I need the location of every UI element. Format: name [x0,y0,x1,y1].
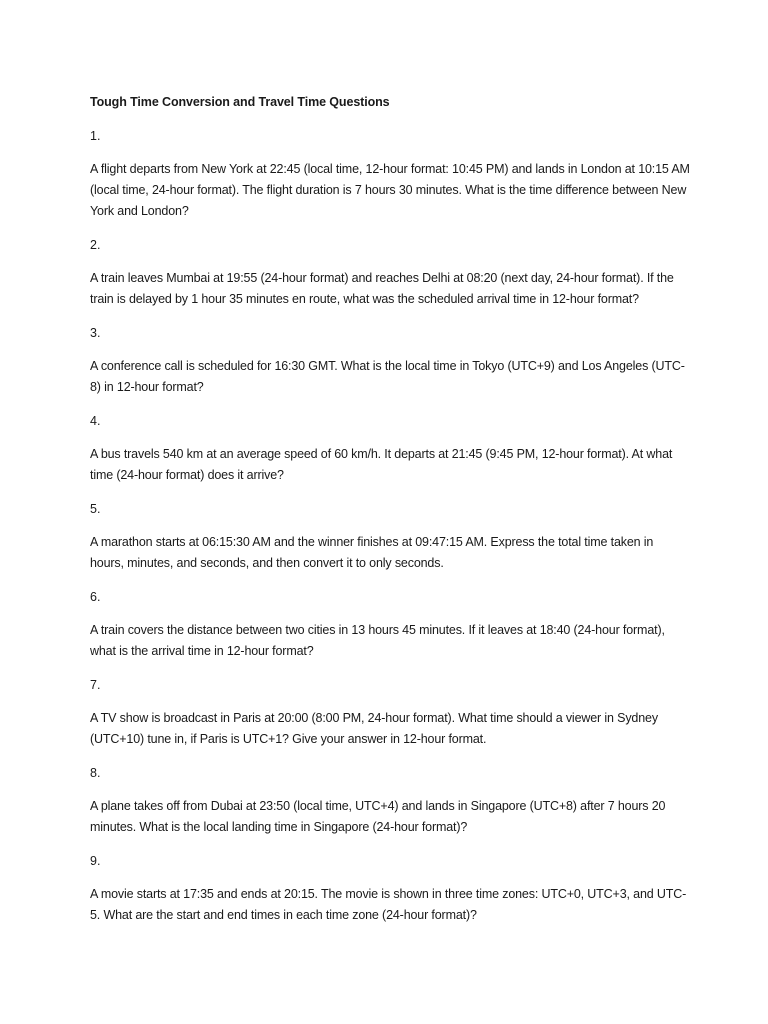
question-number: 1. [90,129,101,143]
question-number: 3. [90,326,101,340]
question-text: A TV show is broadcast in Paris at 20:00 (8:00 PM, 24-hour format). What time should a viewer in Sydney (UTC+10) tune in, if Paris is UTC+1? Give your answer in 12-hour format. [90,711,658,746]
question-5 [90,499,690,574]
question-text: A train covers the distance between two cities in 13 hours 45 minutes. If it leaves at 18:40 (24-hour format), what is the arrival time in 12-hour format? [90,623,665,658]
question-text: A marathon starts at 06:15:30 AM and the winner finishes at 09:47:15 AM. Express the total time taken in hours, minutes, and seconds, and then convert it to only seconds. [90,535,654,570]
question-text: A bus travels 540 km at an average speed of 60 km/h. It departs at 21:45 (9:45 PM, 12-hour format). At what time (24-hour format) does it arrive? [90,447,673,482]
question-2 [90,235,690,310]
document-body [90,92,690,939]
question-7 [90,675,690,750]
question-8 [90,763,690,838]
question-3 [90,323,690,398]
question-text: A movie starts at 17:35 and ends at 20:15. The movie is shown in three time zones: UTC+0, UTC+3, and UTC-5. What are the start and end times in each time zone (24-hour format)? [90,887,687,922]
question-number: 4. [90,414,101,428]
question-number: 2. [90,238,101,252]
question-text: A flight departs from New York at 22:45 (local time, 12-hour format: 10:45 PM) and lands in London at 10:15 AM (local time, 24-hour format). The flight duration is 7 hours 30 minutes. What is the time difference between New York and London? [90,162,690,218]
question-text: A plane takes off from Dubai at 23:50 (local time, UTC+4) and lands in Singapore (UTC+8) after 7 hours 20 minutes. What is the local landing time in Singapore (24-hour format)? [90,799,666,834]
question-1 [90,126,690,222]
question-text: A conference call is scheduled for 16:30 GMT. What is the local time in Tokyo (UTC+9) and Los Angeles (UTC-8) in 12-hour format? [90,359,685,394]
document-title: Tough Time Conversion and Travel Time Questions [90,95,390,109]
question-number: 6. [90,590,101,604]
question-4 [90,411,690,486]
question-text: A train leaves Mumbai at 19:55 (24-hour format) and reaches Delhi at 08:20 (next day, 24-hour format). If the train is delayed by 1 hour 35 minutes en route, what was the scheduled arrival time in 12-hour format? [90,271,674,306]
question-9 [90,851,690,926]
question-number: 9. [90,854,101,868]
question-6 [90,587,690,662]
question-number: 8. [90,766,101,780]
question-number: 7. [90,678,101,692]
question-number: 5. [90,502,101,516]
